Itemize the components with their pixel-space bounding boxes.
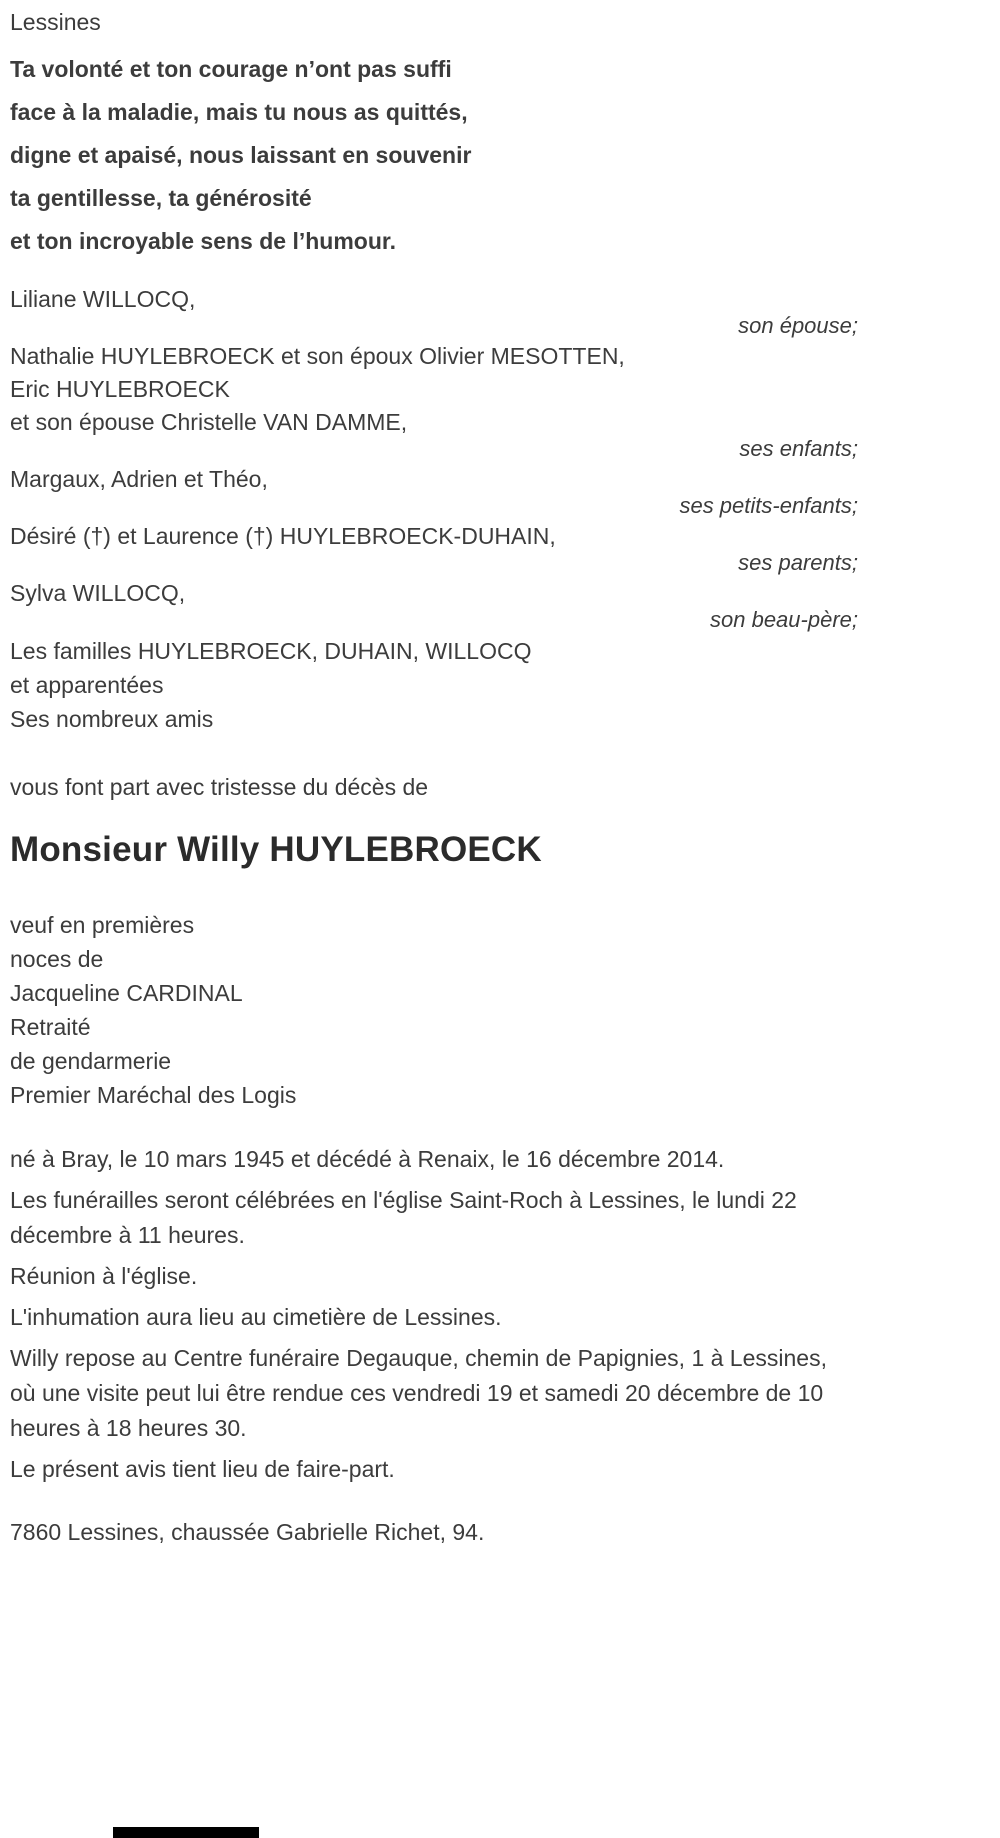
family-name-line: Liliane WILLOCQ, — [10, 286, 196, 312]
family-name-line: Margaux, Adrien et Théo, — [10, 466, 268, 492]
detail-paragraph: L'inhumation aura lieu au cimetière de Lessines. — [10, 1304, 502, 1330]
family-name-line: Désiré (†) et Laurence (†) HUYLEBROECK-DUHAIN, — [10, 523, 556, 549]
detail-paragraph: Réunion à l'église. — [10, 1263, 198, 1289]
relation-label: ses parents; — [738, 550, 858, 575]
deceased-name: Monsieur Willy HUYLEBROECK — [10, 830, 542, 869]
family-group-children — [10, 340, 858, 459]
bio-line: Retraité — [10, 1014, 91, 1040]
family-group-spouse — [10, 283, 858, 336]
detail-paragraph: Willy repose au Centre funéraire Degauque, chemin de Papignies, 1 à Lessines, où une visite peut lui être rendue ces vendredi 19 et samedi 20 décembre de 10 heures à 18 heures 30. — [10, 1345, 827, 1441]
family-list — [10, 283, 858, 630]
family-group-grandchildren — [10, 463, 858, 516]
epitaph — [10, 48, 858, 263]
family-group-father-in-law — [10, 577, 858, 630]
epitaph-line: Ta volonté et ton courage n’ont pas suffi — [10, 56, 452, 82]
bio-line: Jacqueline CARDINAL — [10, 980, 243, 1006]
family-group-parents — [10, 520, 858, 573]
epitaph-line: et ton incroyable sens de l’humour. — [10, 228, 396, 254]
detail-paragraph: Le présent avis tient lieu de faire-part. — [10, 1456, 395, 1482]
family-name-line: Eric HUYLEBROECK — [10, 376, 230, 402]
relation-label: ses petits-enfants; — [679, 493, 858, 518]
epitaph-line: ta gentillesse, ta générosité — [10, 185, 312, 211]
relation-label: son beau-père; — [710, 607, 858, 632]
bio-line: veuf en premières — [10, 912, 195, 938]
address-line: 7860 Lessines, chaussée Gabrielle Richet, 94. — [10, 1519, 485, 1545]
families-line: et apparentées — [10, 672, 164, 698]
family-name-line: Sylva WILLOCQ, — [10, 580, 186, 606]
epitaph-line: digne et apaisé, nous laissant en souvenir — [10, 142, 472, 168]
bio-line: Premier Maréchal des Logis — [10, 1082, 297, 1108]
page-edge-scan-bar — [113, 1827, 259, 1838]
families-line: Les familles HUYLEBROECK, DUHAIN, WILLOCQ — [10, 638, 532, 664]
relation-label: ses enfants; — [739, 436, 858, 461]
families-line: Ses nombreux amis — [10, 706, 214, 732]
family-name-line: et son épouse Christelle VAN DAMME, — [10, 409, 408, 435]
bio-line: de gendarmerie — [10, 1048, 172, 1074]
announcement-line: vous font part avec tristesse du décès de — [10, 774, 429, 800]
families-block — [10, 634, 858, 736]
bio-block — [10, 908, 858, 1112]
epitaph-line: face à la maladie, mais tu nous as quittés, — [10, 99, 468, 125]
detail-paragraph: Les funérailles seront célébrées en l'église Saint-Roch à Lessines, le lundi 22 décembre à 11 heures. — [10, 1187, 797, 1248]
family-name-line: Nathalie HUYLEBROECK et son époux Olivier MESOTTEN, — [10, 343, 625, 369]
city-label: Lessines — [10, 9, 101, 35]
ceremony-details — [10, 1142, 840, 1487]
bio-line: noces de — [10, 946, 104, 972]
relation-label: son épouse; — [738, 313, 858, 338]
detail-paragraph: né à Bray, le 10 mars 1945 et décédé à Renaix, le 16 décembre 2014. — [10, 1146, 725, 1172]
